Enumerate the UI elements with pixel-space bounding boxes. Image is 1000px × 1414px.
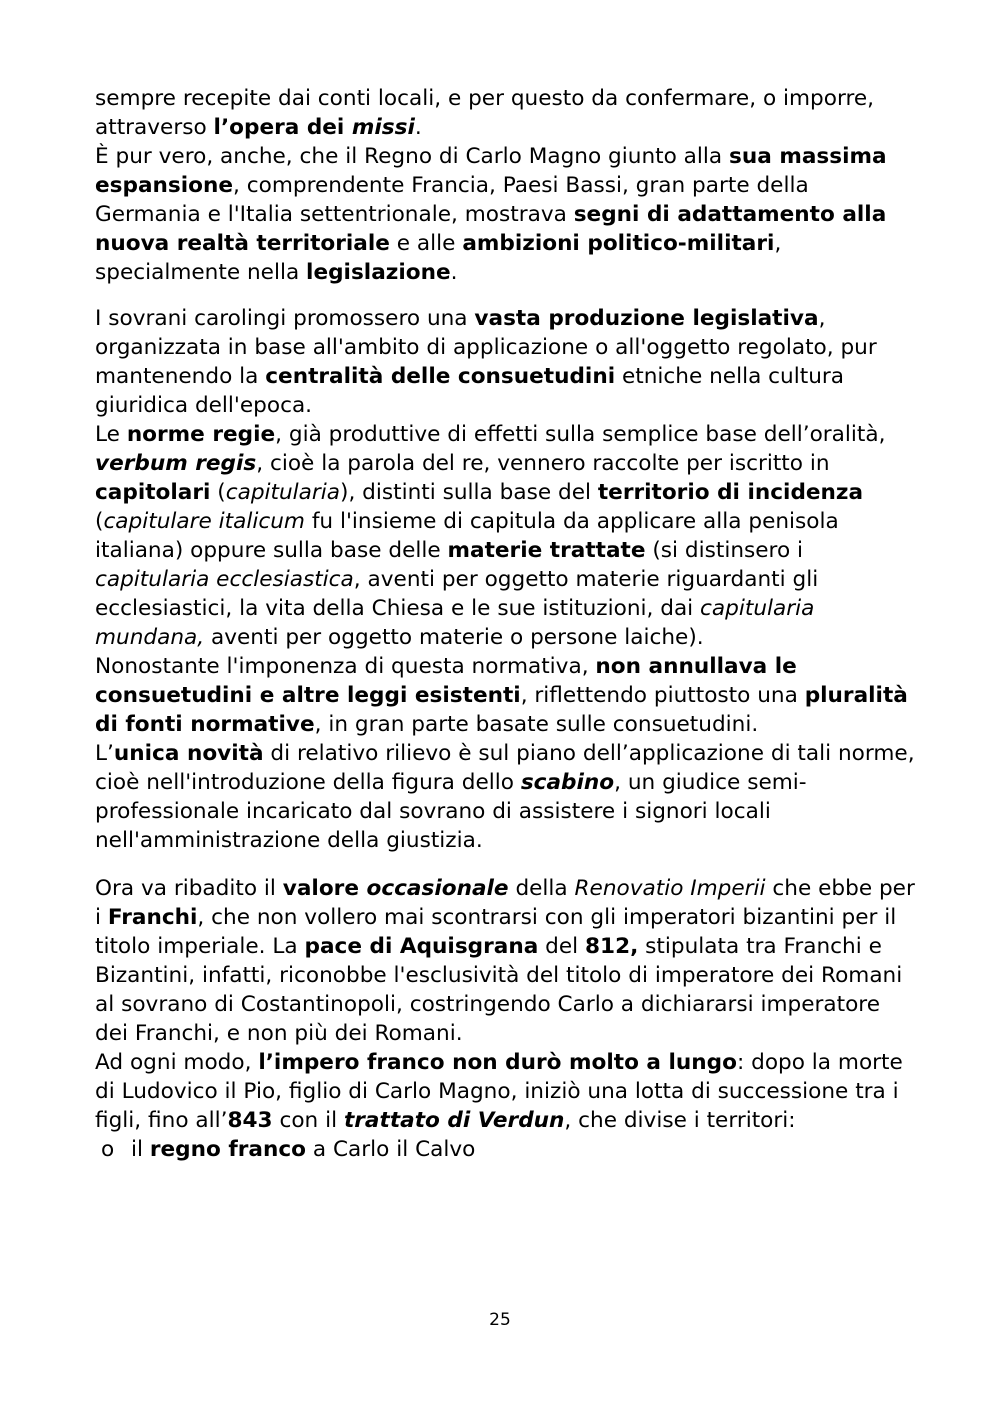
text-block: Ora va ribadito il valore occasionale della Renovatio Imperii che ebbe per i Franchi, che non vollero mai scontrarsi con gli imperatori bizantini per il titolo imperiale. La pace di Aquisgrana del 812, stipulata tra Franchi e Bizantini, infatti, riconobbe l'esclusività del titolo di imperatore dei Romani al sovrano di Costantinopoli, costringendo Carlo a dichiararsi imperatore dei Franchi, e non più dei Romani.	[95, 876, 915, 1046]
text-block: Nonostante l'imponenza di questa normativa, non annullava le consuetudini e altre leggi esistenti, riflettendo piuttosto una pluralità di fonti normative, in gran parte basate sulle consuetudini.	[95, 654, 908, 737]
text-block: Le norme regie, già produttive di effetti sulla semplice base dell’oralità, verbum regis, cioè la parola del re, vennero raccolte per iscritto in capitolari (capitularia), distinti sulla base del territorio di incidenza (capitulare italicum fu l'insieme di capitula da applicare alla penisola italiana) oppure sulla base delle materie trattate (si distinsero i capitularia ecclesiastica, aventi per oggetto materie riguardanti gli ecclesiastici, la vita della Chiesa e le sue istituzioni, dai capitularia mundana, aventi per oggetto materie o persone laiche).	[95, 422, 886, 650]
list-item-text: il regno franco a Carlo il Calvo	[131, 1137, 476, 1162]
list-item	[95, 1135, 915, 1164]
paragraph-3	[95, 874, 915, 1135]
paragraph-1	[95, 84, 915, 287]
bullet-marker: o	[101, 1137, 115, 1162]
page-body	[95, 84, 915, 1164]
text-block: I sovrani carolingi promossero una vasta produzione legislativa, organizzata in base all'ambito di applicazione o all'oggetto regolato, pur mantenendo la centralità delle consuetudini etniche nella cultura giuridica dell'epoca.	[95, 306, 877, 418]
text-block: Ad ogni modo, l’impero franco non durò molto a lungo: dopo la morte di Ludovico il Pio, figlio di Carlo Magno, iniziò una lotta di successione tra i figli, fino all’843 con il trattato di Verdun, che divise i territori:	[95, 1050, 903, 1133]
paragraph-2	[95, 304, 915, 855]
text-block: L’unica novità di relativo rilievo è sul piano dell’applicazione di tali norme, cioè nell'introduzione della figura dello scabino, un giudice semi-professionale incaricato dal sovrano di assistere i signori locali nell'amministrazione della giustizia.	[95, 741, 915, 853]
text-block: sempre recepite dai conti locali, e per questo da confermare, o imporre, attraverso l’opera dei missi.	[95, 86, 875, 140]
text-block: È pur vero, anche, che il Regno di Carlo Magno giunto alla sua massima espansione, comprendente Francia, Paesi Bassi, gran parte della Germania e l'Italia settentrionale, mostrava segni di adattamento alla nuova realtà territoriale e alle ambizioni politico-militari, specialmente nella legislazione.	[95, 144, 887, 285]
page-number: 25	[489, 1310, 511, 1330]
